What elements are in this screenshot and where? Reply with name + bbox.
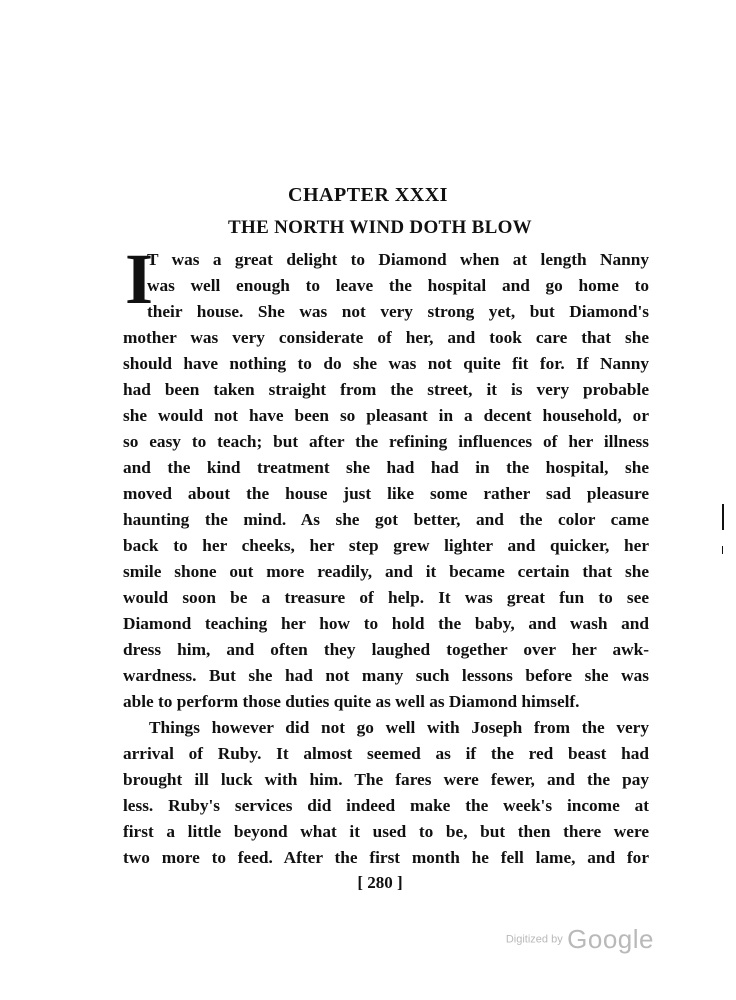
scan-margin-mark	[722, 504, 724, 530]
paragraph-2	[123, 715, 649, 871]
drop-cap: I	[125, 239, 154, 319]
text-line: and the kind treatment she had had in the hospital, she	[123, 458, 649, 477]
scan-margin-mark	[722, 546, 723, 554]
text-line: was well enough to leave the hospital and go home to	[147, 276, 649, 295]
paragraph-1	[123, 239, 649, 715]
text-line: moved about the house just like some rather sad pleasure	[123, 484, 649, 503]
text-line: T was a great delight to Diamond when at length Nanny	[147, 250, 649, 269]
text-line: Things however did not go well with Joseph from the very	[149, 718, 649, 737]
text-line: should have nothing to do she was not quite fit for. If Nanny	[123, 354, 649, 373]
text-line: back to her cheeks, her step grew lighter and quicker, her	[123, 536, 649, 555]
text-line: so easy to teach; but after the refining influences of her illness	[123, 432, 649, 451]
text-line: dress him, and often they laughed together over her awk-	[123, 640, 649, 659]
text-line: had been taken straight from the street, it is very probable	[123, 380, 649, 399]
page-number: [ 280 ]	[357, 873, 403, 892]
text-line: brought ill luck with him. The fares were fewer, and the pay	[123, 770, 649, 789]
text-line: two more to feed. After the first month he fell lame, and for	[123, 848, 649, 867]
text-line: able to perform those duties quite as well as Diamond himself.	[123, 692, 580, 711]
text-line: less. Ruby's services did indeed make the week's income at	[123, 796, 649, 815]
watermark-prefix: Digitized by	[505, 933, 563, 946]
text-line: first a little beyond what it used to be, but then there were	[123, 822, 649, 841]
text-line: wardness. But she had not many such lessons before she was	[123, 666, 649, 685]
chapter-number: CHAPTER XXXI	[288, 184, 448, 206]
text-line: mother was very considerate of her, and took care that she	[123, 328, 649, 347]
text-line: smile shone out more readily, and it became certain that she	[123, 562, 649, 581]
text-line: would soon be a treasure of help. It was great fun to see	[123, 588, 649, 607]
watermark-brand: Google	[567, 924, 654, 954]
text-line: their house. She was not very strong yet, but Diamond's	[147, 302, 649, 321]
text-line: Diamond teaching her how to hold the baby, and wash and	[123, 614, 649, 633]
chapter-body	[123, 239, 649, 871]
text-line: she would not have been so pleasant in a decent household, or	[123, 406, 649, 425]
text-line: haunting the mind. As she got better, and the color came	[123, 510, 649, 529]
chapter-title: THE NORTH WIND DOTH BLOW	[228, 217, 532, 238]
text-line: arrival of Ruby. It almost seemed as if the red beast had	[123, 744, 649, 763]
digitized-watermark	[506, 924, 654, 955]
